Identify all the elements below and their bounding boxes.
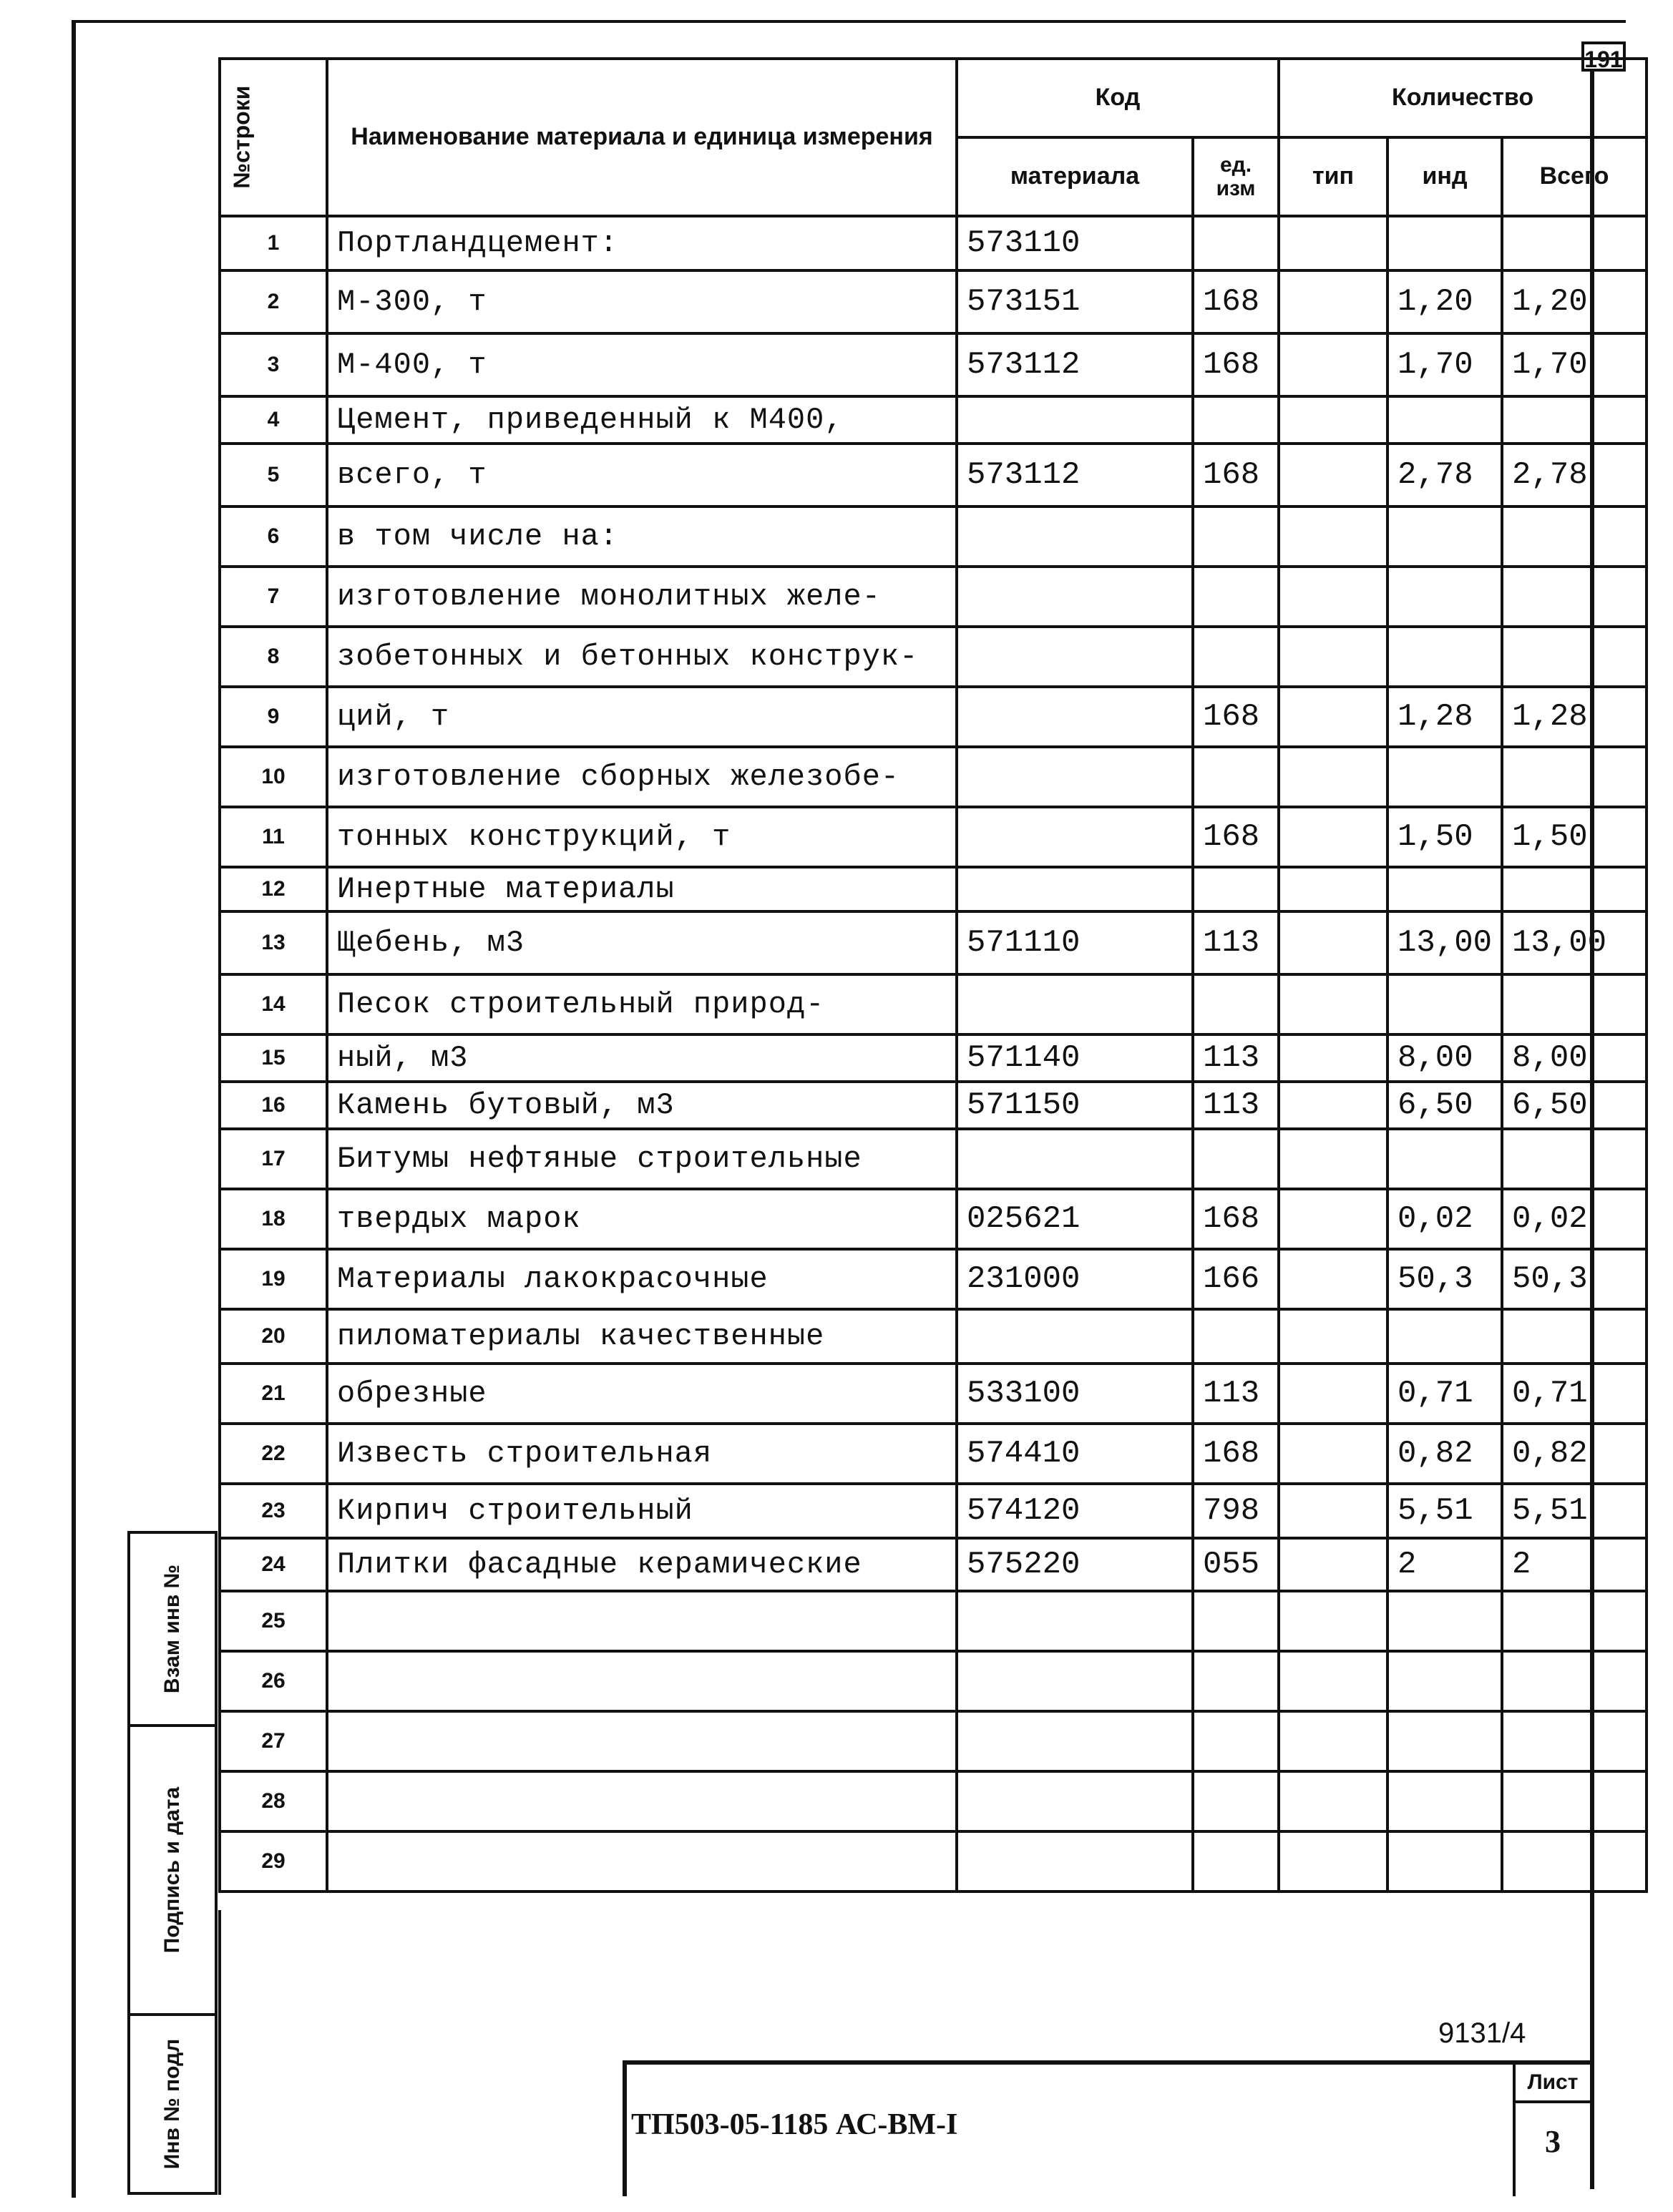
table-row xyxy=(220,1711,1647,1771)
cell-material-code xyxy=(957,506,1193,567)
cell-qty-type xyxy=(1279,974,1387,1034)
cell-material-code xyxy=(957,567,1193,627)
cell-qty-ind: 1,20 xyxy=(1387,270,1502,333)
cell-material-code xyxy=(957,974,1193,1034)
cell-qty-type xyxy=(1279,1424,1387,1484)
cell-material-code: 571150 xyxy=(957,1082,1193,1129)
table-row xyxy=(220,506,1647,567)
cell-qty-ind: 0,71 xyxy=(1387,1364,1502,1424)
cell-qty-type xyxy=(1279,627,1387,687)
header-code-unit: ед. изм xyxy=(1193,137,1279,216)
cell-row-number: 26 xyxy=(220,1651,327,1711)
cell-qty-total xyxy=(1502,1591,1647,1651)
table-row xyxy=(220,867,1647,911)
table-row xyxy=(220,333,1647,396)
cell-qty-type xyxy=(1279,1189,1387,1249)
cell-qty-type xyxy=(1279,270,1387,333)
cell-qty-type xyxy=(1279,687,1387,747)
cell-material-code: 573110 xyxy=(957,216,1193,270)
cell-row-number: 17 xyxy=(220,1129,327,1189)
cell-qty-type xyxy=(1279,1309,1387,1364)
cell-row-number: 9 xyxy=(220,687,327,747)
cell-material-code xyxy=(957,396,1193,444)
archive-number: 9131/4 xyxy=(1438,2017,1526,2049)
cell-row-number: 7 xyxy=(220,567,327,627)
table-row xyxy=(220,747,1647,807)
cell-qty-ind: 5,51 xyxy=(1387,1484,1502,1538)
cell-qty-total: 2,78 xyxy=(1502,444,1647,506)
cell-unit-code xyxy=(1193,627,1279,687)
cell-qty-type xyxy=(1279,333,1387,396)
cell-unit-code: 113 xyxy=(1193,1034,1279,1082)
cell-material-code xyxy=(957,1711,1193,1771)
table-row xyxy=(220,270,1647,333)
table-row xyxy=(220,1034,1647,1082)
cell-material-name: Битумы нефтяные строительные xyxy=(327,1129,957,1189)
cell-row-number: 27 xyxy=(220,1711,327,1771)
cell-qty-total xyxy=(1502,1711,1647,1771)
cell-row-number: 16 xyxy=(220,1082,327,1129)
cell-unit-code xyxy=(1193,506,1279,567)
header-material-name: Наименование материала и единица измерения xyxy=(327,59,957,216)
cell-qty-ind: 13,00 xyxy=(1387,911,1502,974)
table-row xyxy=(220,1364,1647,1424)
cell-material-name xyxy=(327,1771,957,1831)
table-row xyxy=(220,911,1647,974)
cell-unit-code: 113 xyxy=(1193,1364,1279,1424)
stamp-replaced-inv: Взам инв № xyxy=(130,1534,215,1727)
cell-row-number: 3 xyxy=(220,333,327,396)
stamp-sign-date: Подпись и дата xyxy=(130,1727,215,2016)
cell-qty-total: 1,20 xyxy=(1502,270,1647,333)
cell-material-code xyxy=(957,867,1193,911)
cell-material-name: Известь строительная xyxy=(327,1424,957,1484)
cell-row-number: 13 xyxy=(220,911,327,974)
cell-qty-ind xyxy=(1387,567,1502,627)
table-row xyxy=(220,444,1647,506)
cell-qty-type xyxy=(1279,567,1387,627)
cell-qty-ind: 2,78 xyxy=(1387,444,1502,506)
cell-qty-total xyxy=(1502,867,1647,911)
cell-qty-type xyxy=(1279,911,1387,974)
sheet-label: Лист xyxy=(1516,2065,1590,2103)
cell-qty-total: 6,50 xyxy=(1502,1082,1647,1129)
cell-unit-code: 168 xyxy=(1193,1424,1279,1484)
cell-material-code xyxy=(957,1771,1193,1831)
cell-unit-code: 113 xyxy=(1193,911,1279,974)
cell-qty-type xyxy=(1279,1034,1387,1082)
cell-qty-type xyxy=(1279,1082,1387,1129)
cell-material-code: 571110 xyxy=(957,911,1193,974)
cell-material-name: ный, м3 xyxy=(327,1034,957,1082)
header-quantity: Количество xyxy=(1279,59,1647,137)
cell-qty-total: 0,82 xyxy=(1502,1424,1647,1484)
cell-row-number: 12 xyxy=(220,867,327,911)
table-row xyxy=(220,216,1647,270)
cell-qty-type xyxy=(1279,1538,1387,1591)
cell-qty-type xyxy=(1279,747,1387,807)
cell-row-number: 6 xyxy=(220,506,327,567)
cell-unit-code xyxy=(1193,1309,1279,1364)
cell-unit-code xyxy=(1193,1129,1279,1189)
cell-qty-ind xyxy=(1387,867,1502,911)
cell-material-code xyxy=(957,687,1193,747)
table-row xyxy=(220,1484,1647,1538)
cell-qty-total: 50,3 xyxy=(1502,1249,1647,1309)
cell-material-name: ций, т xyxy=(327,687,957,747)
cell-material-name: Инертные материалы xyxy=(327,867,957,911)
cell-qty-total: 13,00 xyxy=(1502,911,1647,974)
cell-qty-type xyxy=(1279,1364,1387,1424)
cell-material-code: 575220 xyxy=(957,1538,1193,1591)
cell-qty-ind xyxy=(1387,216,1502,270)
cell-qty-type xyxy=(1279,1711,1387,1771)
table-body xyxy=(220,216,1647,1892)
cell-qty-ind xyxy=(1387,506,1502,567)
cell-qty-total xyxy=(1502,1651,1647,1711)
table-row xyxy=(220,1189,1647,1249)
cell-material-code: 574120 xyxy=(957,1484,1193,1538)
page-number: 191 xyxy=(1581,41,1626,72)
cell-qty-ind: 1,28 xyxy=(1387,687,1502,747)
materials-table xyxy=(218,57,1648,1893)
cell-qty-ind xyxy=(1387,1129,1502,1189)
cell-qty-total xyxy=(1502,1831,1647,1892)
cell-unit-code xyxy=(1193,747,1279,807)
cell-material-name xyxy=(327,1831,957,1892)
cell-material-code xyxy=(957,1129,1193,1189)
cell-row-number: 25 xyxy=(220,1591,327,1651)
cell-qty-type xyxy=(1279,216,1387,270)
cell-qty-ind xyxy=(1387,1591,1502,1651)
cell-row-number: 28 xyxy=(220,1771,327,1831)
cell-material-name: М-400, т xyxy=(327,333,957,396)
cell-qty-ind xyxy=(1387,627,1502,687)
cell-unit-code: 113 xyxy=(1193,1082,1279,1129)
stamp-orig-inv: Инв № подл xyxy=(160,2038,184,2170)
cell-material-name: Плитки фасадные керамические xyxy=(327,1538,957,1591)
cell-material-name: Песок строительный природ- xyxy=(327,974,957,1034)
cell-qty-ind xyxy=(1387,1651,1502,1711)
cell-material-code xyxy=(957,1831,1193,1892)
cell-unit-code: 798 xyxy=(1193,1484,1279,1538)
cell-material-code: 025621 xyxy=(957,1189,1193,1249)
sheet-box xyxy=(1513,2065,1590,2196)
cell-qty-total: 1,70 xyxy=(1502,333,1647,396)
table-row xyxy=(220,807,1647,867)
cell-qty-ind: 0,82 xyxy=(1387,1424,1502,1484)
cell-qty-total xyxy=(1502,216,1647,270)
cell-row-number: 20 xyxy=(220,1309,327,1364)
cell-unit-code xyxy=(1193,216,1279,270)
cell-material-name: пиломатериалы качественные xyxy=(327,1309,957,1364)
cell-qty-ind: 6,50 xyxy=(1387,1082,1502,1129)
cell-qty-total: 2 xyxy=(1502,1538,1647,1591)
cell-material-code: 533100 xyxy=(957,1364,1193,1424)
cell-material-name: обрезные xyxy=(327,1364,957,1424)
cell-material-name: Портландцемент: xyxy=(327,216,957,270)
header-code: Код xyxy=(957,59,1279,137)
cell-row-number: 18 xyxy=(220,1189,327,1249)
cell-row-number: 23 xyxy=(220,1484,327,1538)
table-row xyxy=(220,1771,1647,1831)
cell-qty-type xyxy=(1279,1249,1387,1309)
cell-qty-type xyxy=(1279,1651,1387,1711)
cell-row-number: 11 xyxy=(220,807,327,867)
table-row xyxy=(220,567,1647,627)
cell-material-name: Цемент, приведенный к М400, xyxy=(327,396,957,444)
cell-material-name: всего, т xyxy=(327,444,957,506)
cell-unit-code xyxy=(1193,1831,1279,1892)
cell-qty-type xyxy=(1279,1484,1387,1538)
cell-material-code: 573151 xyxy=(957,270,1193,333)
cell-material-code xyxy=(957,807,1193,867)
cell-material-name: Камень бутовый, м3 xyxy=(327,1082,957,1129)
cell-material-name: зобетонных и бетонных конструк- xyxy=(327,627,957,687)
cell-material-name xyxy=(327,1591,957,1651)
cell-row-number: 19 xyxy=(220,1249,327,1309)
table-row xyxy=(220,1082,1647,1129)
cell-row-number: 29 xyxy=(220,1831,327,1892)
cell-row-number: 15 xyxy=(220,1034,327,1082)
table-row xyxy=(220,627,1647,687)
cell-qty-total xyxy=(1502,567,1647,627)
cell-row-number: 14 xyxy=(220,974,327,1034)
cell-material-code xyxy=(957,1591,1193,1651)
cell-qty-total: 8,00 xyxy=(1502,1034,1647,1082)
cell-material-code: 231000 xyxy=(957,1249,1193,1309)
cell-row-number: 21 xyxy=(220,1364,327,1424)
cell-material-code: 573112 xyxy=(957,333,1193,396)
document-designation: ТП503-05-1185 АС-ВМ-I xyxy=(631,2108,958,2141)
cell-qty-type xyxy=(1279,807,1387,867)
cell-qty-ind: 0,02 xyxy=(1387,1189,1502,1249)
cell-unit-code xyxy=(1193,1711,1279,1771)
cell-material-name: твердых марок xyxy=(327,1189,957,1249)
cell-qty-ind: 1,70 xyxy=(1387,333,1502,396)
table-row xyxy=(220,1424,1647,1484)
cell-material-code: 571140 xyxy=(957,1034,1193,1082)
table-row xyxy=(220,396,1647,444)
cell-unit-code xyxy=(1193,1651,1279,1711)
header-row-number: №строки xyxy=(220,59,327,216)
cell-qty-total xyxy=(1502,1309,1647,1364)
cell-unit-code xyxy=(1193,974,1279,1034)
cell-qty-type xyxy=(1279,1129,1387,1189)
cell-qty-total xyxy=(1502,506,1647,567)
cell-material-name: в том числе на: xyxy=(327,506,957,567)
cell-qty-total xyxy=(1502,396,1647,444)
header-qty-ind: инд xyxy=(1387,137,1502,216)
table-row xyxy=(220,1591,1647,1651)
cell-material-name: тонных конструкций, т xyxy=(327,807,957,867)
cell-row-number: 10 xyxy=(220,747,327,807)
cell-row-number: 4 xyxy=(220,396,327,444)
cell-unit-code: 168 xyxy=(1193,687,1279,747)
specification-table-area xyxy=(218,57,1648,1893)
cell-qty-type xyxy=(1279,1771,1387,1831)
cell-unit-code: 168 xyxy=(1193,807,1279,867)
cell-qty-total: 0,02 xyxy=(1502,1189,1647,1249)
cell-unit-code xyxy=(1193,396,1279,444)
side-stamp xyxy=(127,1531,218,2195)
cell-row-number: 1 xyxy=(220,216,327,270)
cell-qty-ind xyxy=(1387,396,1502,444)
cell-material-code: 574410 xyxy=(957,1424,1193,1484)
cell-qty-total: 1,50 xyxy=(1502,807,1647,867)
cell-qty-ind xyxy=(1387,747,1502,807)
cell-material-code xyxy=(957,1651,1193,1711)
table-row xyxy=(220,1651,1647,1711)
table-row xyxy=(220,687,1647,747)
cell-qty-type xyxy=(1279,506,1387,567)
cell-material-code: 573112 xyxy=(957,444,1193,506)
cell-qty-ind: 8,00 xyxy=(1387,1034,1502,1082)
sheet-number: 3 xyxy=(1545,2124,1561,2159)
cell-qty-ind: 50,3 xyxy=(1387,1249,1502,1309)
table-row xyxy=(220,1129,1647,1189)
cell-row-number: 2 xyxy=(220,270,327,333)
cell-unit-code xyxy=(1193,567,1279,627)
cell-qty-total xyxy=(1502,1771,1647,1831)
cell-qty-ind xyxy=(1387,974,1502,1034)
table-row xyxy=(220,1309,1647,1364)
cell-material-name: Материалы лакокрасочные xyxy=(327,1249,957,1309)
cell-material-name: Щебень, м3 xyxy=(327,911,957,974)
cell-qty-ind xyxy=(1387,1309,1502,1364)
table-row xyxy=(220,1249,1647,1309)
cell-qty-type xyxy=(1279,1831,1387,1892)
title-block xyxy=(623,2060,1590,2196)
cell-qty-type xyxy=(1279,867,1387,911)
cell-unit-code: 168 xyxy=(1193,1189,1279,1249)
cell-material-code xyxy=(957,627,1193,687)
cell-qty-total xyxy=(1502,747,1647,807)
cell-unit-code: 055 xyxy=(1193,1538,1279,1591)
cell-qty-type xyxy=(1279,396,1387,444)
cell-row-number: 5 xyxy=(220,444,327,506)
cell-row-number: 8 xyxy=(220,627,327,687)
header-qty-total: Всего xyxy=(1502,137,1647,216)
cell-unit-code xyxy=(1193,867,1279,911)
table-row xyxy=(220,974,1647,1034)
cell-unit-code xyxy=(1193,1591,1279,1651)
cell-qty-total: 5,51 xyxy=(1502,1484,1647,1538)
cell-qty-type xyxy=(1279,1591,1387,1651)
cell-material-name: М-300, т xyxy=(327,270,957,333)
cell-material-name xyxy=(327,1651,957,1711)
cell-qty-total xyxy=(1502,627,1647,687)
cell-qty-type xyxy=(1279,444,1387,506)
cell-qty-total: 0,71 xyxy=(1502,1364,1647,1424)
table-row xyxy=(220,1831,1647,1892)
cell-qty-ind xyxy=(1387,1771,1502,1831)
cell-unit-code xyxy=(1193,1771,1279,1831)
cell-qty-total xyxy=(1502,974,1647,1034)
header-code-material: материала xyxy=(957,137,1193,216)
cell-material-name: изготовление монолитных желе- xyxy=(327,567,957,627)
cell-material-name: Кирпич строительный xyxy=(327,1484,957,1538)
cell-material-code xyxy=(957,747,1193,807)
header-qty-type: тип xyxy=(1279,137,1387,216)
cell-row-number: 22 xyxy=(220,1424,327,1484)
cell-material-name: изготовление сборных железобе- xyxy=(327,747,957,807)
cell-material-name xyxy=(327,1711,957,1771)
cell-material-code xyxy=(957,1309,1193,1364)
cell-unit-code: 168 xyxy=(1193,333,1279,396)
cell-unit-code: 166 xyxy=(1193,1249,1279,1309)
cell-qty-ind: 2 xyxy=(1387,1538,1502,1591)
cell-qty-total: 1,28 xyxy=(1502,687,1647,747)
cell-unit-code: 168 xyxy=(1193,270,1279,333)
cell-qty-ind xyxy=(1387,1831,1502,1892)
cell-qty-ind xyxy=(1387,1711,1502,1771)
table-row xyxy=(220,1538,1647,1591)
cell-row-number: 24 xyxy=(220,1538,327,1591)
cell-qty-ind: 1,50 xyxy=(1387,807,1502,867)
cell-qty-total xyxy=(1502,1129,1647,1189)
cell-unit-code: 168 xyxy=(1193,444,1279,506)
